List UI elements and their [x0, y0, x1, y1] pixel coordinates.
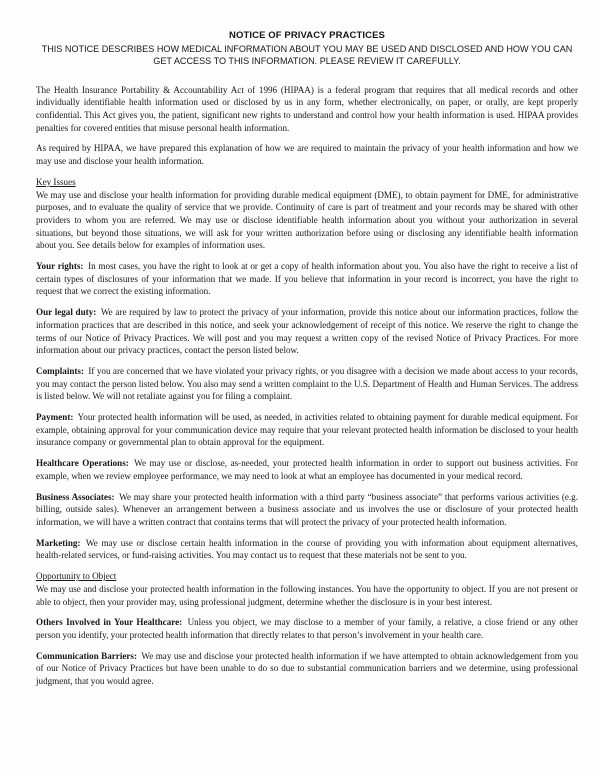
section-marketing-text: We may use or disclose certain health information in the course of providing you with information about equipment alternatives, health-related services, or fund-raising activities. You may contact us to request that these materials not be sent to you. [36, 537, 578, 561]
section-healthcare-operations [36, 457, 578, 482]
section-healthcare-operations-text: We may use or disclose, as-needed, your protected health information in order to support out business activities. For example, when we review employee performance, we may need to look at what an employee has documented in your medical record. [36, 458, 579, 481]
notice-subtitle: THIS NOTICE DESCRIBES HOW MEDICAL INFORMATION ABOUT YOU MAY BE USED AND DISCLOSED AND HOW YOU CAN GET ACCESS TO THIS INFORMATION. PLEASE REVIEW IT CAREFULLY. [41, 44, 573, 67]
section-healthcare-operations-label: Healthcare Operations: [36, 458, 129, 469]
section-payment [36, 411, 578, 449]
section-our-legal-duty-label: Our legal duty: [36, 307, 97, 318]
section-communication-barriers-text: We may use and disclose your protected health information if we have attempted to obtain acknowledgement from you of our Notice of Privacy Practices but have been unable to do so due to substantial communication barriers and we determine, using professional judgment, that you would agree. [36, 650, 579, 687]
opportunity-to-object-paragraph: We may use and disclose your protected health information in the following instances. You have the opportunity to object. If you are not present or able to object, then your provider may, using professional judgment, determine whether the disclosure is in your best interest. [36, 583, 578, 607]
section-others-involved-label: Others Involved in Your Healthcare: [36, 617, 183, 628]
section-complaints [36, 365, 578, 403]
key-issues-heading: Key Issues [36, 176, 76, 187]
section-marketing-label: Marketing: [36, 537, 81, 548]
section-complaints-label: Complaints: [36, 365, 84, 376]
section-our-legal-duty [36, 306, 578, 357]
section-your-rights-text: In most cases, you have the right to look at or get a copy of health information about you. You also have the right to receive a list of certain types of disclosures of your information that we made. If you believe that information in your record is incorrect, you have the right to request that we correct the existing information. [36, 261, 579, 297]
section-complaints-text: If you are concerned that we have violated your privacy rights, or you disagree with a decision we made about access to your records, you may contact the person listed below. You also may send a written complaint to the U.S. Department of Health and Human Services. The address is listed below. We will not retaliate against you for filing a complaint. [36, 365, 578, 402]
intro-paragraph-as-required: As required by HIPAA, we have prepared this explanation of how we are required to maintain the privacy of your health information and how we may use and disclose your health information. [36, 143, 578, 167]
notice-title: NOTICE OF PRIVACY PRACTICES [229, 30, 385, 41]
section-your-rights [36, 260, 578, 298]
section-business-associates-text: We may share your protected health information with a third party “business associate” that performs various activities (e.g. billing, outside sales). Whenever an arrangement between a business associate and us involves the use or disclosure of your protected health information, we will have a written contract that contains terms that will protect the privacy of your protected health information. [36, 491, 578, 527]
section-payment-label: Payment: [36, 412, 74, 423]
section-our-legal-duty-text: We are required by law to protect the privacy of your information, provide this notice about our information practices, follow the information practices that are described in this notice, and seek your acknowledgement of receipt of this notice. We reserve the right to change the terms of our Notice of Privacy Practices. We will post and you may request a written copy of the revised Notice of Privacy Practices. For more information about our privacy practices, contact the person listed below. [36, 307, 579, 356]
section-your-rights-label: Your rights: [36, 261, 84, 272]
section-others-involved-text: Unless you object, we may disclose to a member of your family, a relative, a close friend or any other person you identify, your protected health information that directly relates to that person’s involvement in your health care. [36, 617, 578, 640]
section-others-involved [36, 616, 578, 641]
section-business-associates-label: Business Associates: [36, 491, 115, 502]
section-communication-barriers [36, 650, 578, 688]
section-marketing [36, 537, 578, 562]
intro-paragraph-hipaa: The Health Insurance Portability & Accountability Act of 1996 (HIPAA) is a federal program that requires that all medical records and other individually identifiable health information used or disclosed by us in any form, whether electronically, on paper, or orally, are kept properly confidential. This Act gives you, the patient, significant new rights to understand and control how your health information is used. HIPAA provides penalties for covered entities that misuse personal health information. [36, 84, 578, 133]
opportunity-to-object-heading: Opportunity to Object [36, 571, 117, 582]
section-communication-barriers-label: Communication Barriers: [36, 650, 137, 661]
section-business-associates [36, 491, 578, 529]
section-payment-text: Your protected health information will be used, as needed, in activities related to obtaining payment for durable medical equipment. For example, obtaining approval for your communication device may require that your relevant protected health information be disclosed to your health insurance company or governmental plan to obtain approval for the equipment. [36, 412, 578, 448]
key-issues-paragraph: We may use and disclose your health information for providing durable medical equipment (DME), to obtain payment for DME, for administrative purposes, and to evaluate the quality of service that we provide. Continuity of care is part of treatment and your records may be shared with other providers to whom you are referred. We may use or disclose identifiable health information about you without your authorization in several situations, but beyond those situations, we will ask for your written authorization before using or disclosing any identifiable health information about you. See details below for examples of information uses. [36, 189, 578, 251]
